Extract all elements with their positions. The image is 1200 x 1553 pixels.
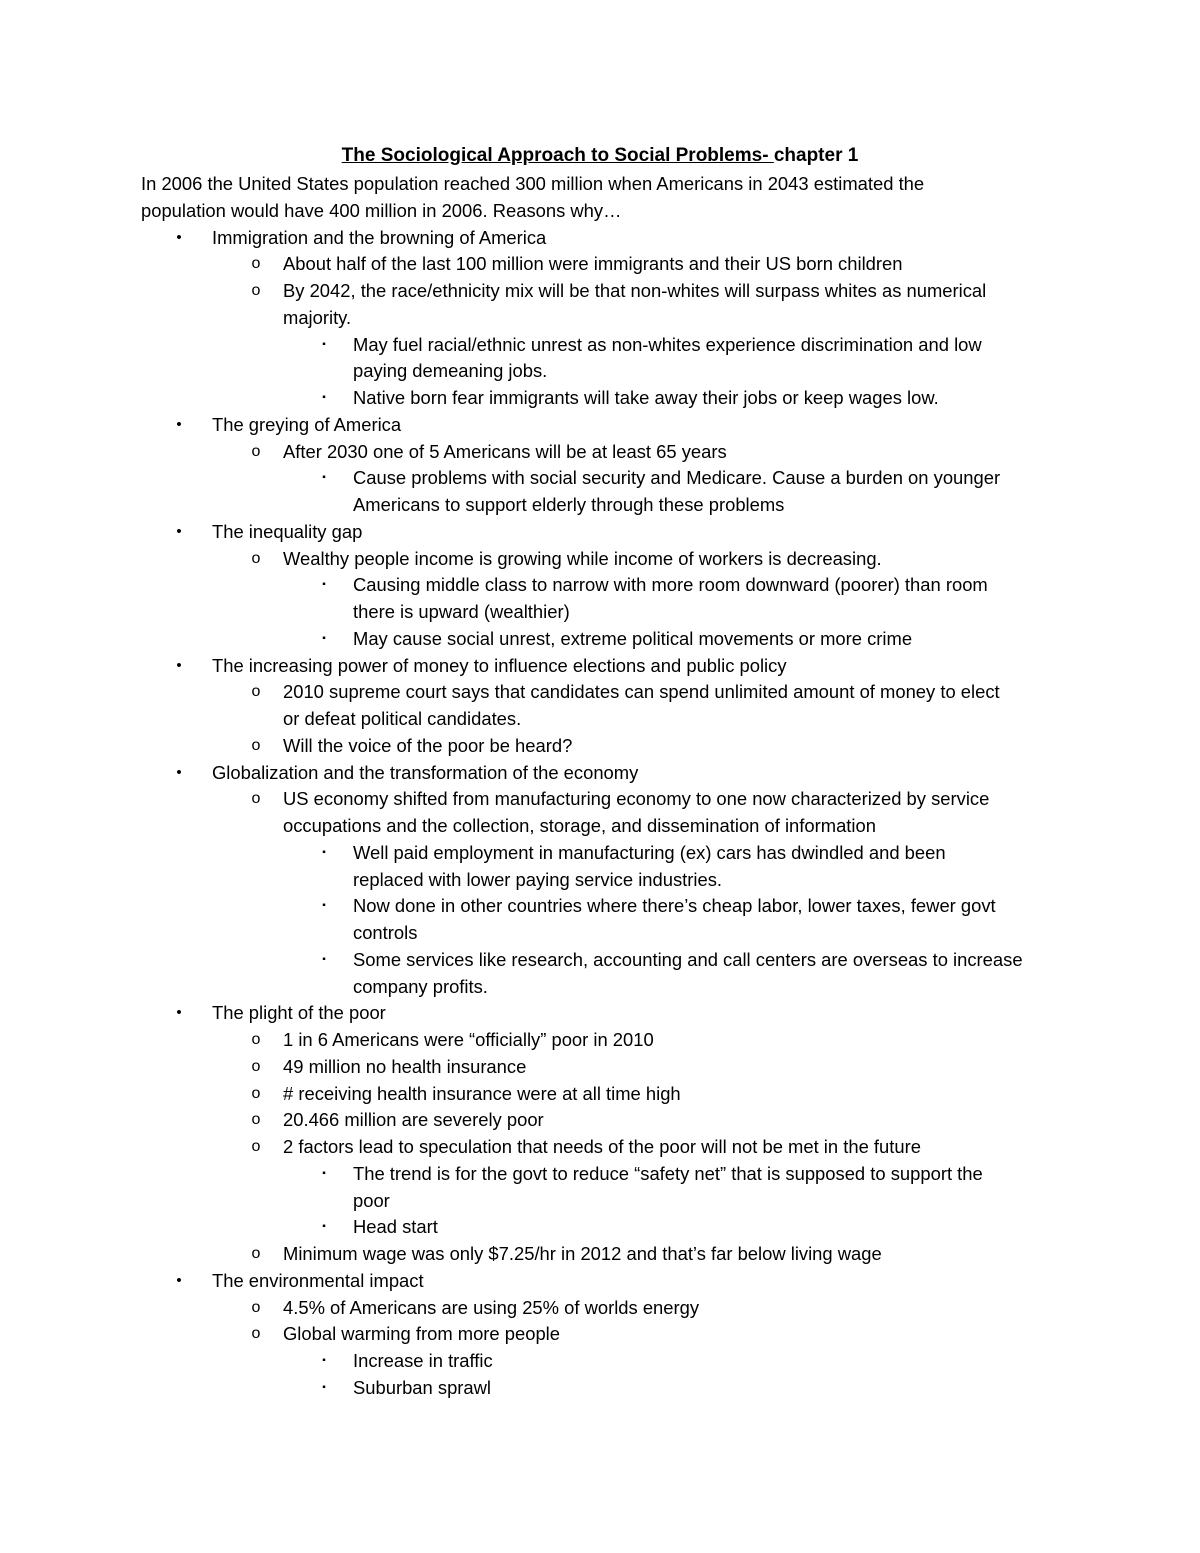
list-item-level-3: Cause problems with social security and Medicare. Cause a burden on younger — [353, 467, 1001, 489]
square-bullet-icon: ▪ — [322, 1381, 326, 1393]
list-item-level-2: Minimum wage was only $7.25/hr in 2012 and that’s far below living wage — [283, 1243, 882, 1264]
list-item-level-3: May fuel racial/ethnic unrest as non-whites experience discrimination and low — [353, 333, 982, 355]
list-item-level-2: About half of the last 100 million were immigrants and their US born children — [283, 253, 903, 275]
list-item-level-3: poor — [353, 1189, 390, 1211]
bullet-icon: • — [176, 415, 182, 433]
list-item-level-2: or defeat political candidates. — [283, 708, 522, 729]
list-item-level-2: Global warming from more people — [283, 1323, 560, 1345]
square-bullet-icon: ▪ — [322, 1355, 326, 1366]
title-underlined: The Sociological Approach to Social Problems- — [341, 145, 774, 166]
title-rest: chapter 1 — [773, 145, 859, 166]
list-item-level-2: 4.5% of Americans are using 25% of worlds energy — [283, 1296, 700, 1318]
list-item-level-3: Native born fear immigrants will take away their jobs or keep wages low. — [353, 387, 939, 408]
circle-bullet-icon: o — [251, 442, 261, 460]
list-item-level-2: Will the voice of the poor be heard? — [283, 734, 573, 756]
square-bullet-icon: ▪ — [322, 846, 326, 858]
list-item-level-2: 20.466 million are severely poor — [283, 1109, 544, 1131]
list-item-level-3: Some services like research, accounting and call centers are overseas to increase — [353, 948, 1023, 970]
list-item-level-2: majority. — [283, 306, 352, 328]
square-bullet-icon: ▪ — [322, 472, 326, 484]
list-item-level-2: By 2042, the race/ethnicity mix will be that non-whites will surpass whites as numerical — [283, 280, 987, 301]
list-item-level-1: The increasing power of money to influence elections and public policy — [212, 654, 787, 676]
list-item-level-3: Well paid employment in manufacturing (ex) cars has dwindled and been — [353, 841, 946, 863]
square-bullet-icon: ▪ — [322, 392, 326, 403]
square-bullet-icon: ▪ — [322, 338, 326, 350]
circle-bullet-icon: o — [251, 1298, 261, 1316]
intro-line: population would have 400 million in 2006. Reasons why… — [141, 199, 622, 221]
square-bullet-icon: ▪ — [322, 1221, 326, 1233]
list-item-level-2: # receiving health insurance were at all time high — [283, 1082, 681, 1104]
list-item-level-3: Americans to support elderly through these problems — [353, 494, 785, 515]
bullet-icon: • — [176, 763, 182, 781]
list-item-level-3: The trend is for the govt to reduce “safety net” that is supposed to support the — [353, 1162, 983, 1184]
list-item-level-3: company profits. — [353, 975, 488, 997]
square-bullet-icon: ▪ — [322, 953, 326, 965]
circle-bullet-icon: o — [251, 282, 261, 299]
list-item-level-3: May cause social unrest, extreme political movements or more crime — [353, 627, 913, 649]
bullet-icon: • — [176, 1004, 182, 1022]
intro-line: In 2006 the United States population reached 300 million when Americans in 2043 estimated the — [141, 173, 925, 194]
bullet-icon: • — [176, 522, 182, 540]
square-bullet-icon: ▪ — [322, 632, 326, 644]
circle-bullet-icon: o — [251, 1138, 261, 1155]
circle-bullet-icon: o — [251, 683, 261, 701]
list-item-level-1: Immigration and the browning of America — [212, 226, 547, 248]
list-item-level-3: Suburban sprawl — [353, 1376, 492, 1398]
bullet-icon: • — [176, 1271, 182, 1289]
list-item-level-3: Head start — [353, 1216, 438, 1238]
circle-bullet-icon: o — [251, 1245, 261, 1262]
circle-bullet-icon: o — [251, 549, 261, 567]
list-item-level-3: replaced with lower paying service industries. — [353, 868, 723, 890]
circle-bullet-icon: o — [251, 736, 261, 754]
list-item-level-3: Increase in traffic — [353, 1350, 493, 1371]
square-bullet-icon: ▪ — [322, 900, 326, 912]
list-item-level-2: After 2030 one of 5 Americans will be at least 65 years — [283, 440, 727, 462]
list-item-level-2: 1 in 6 Americans were “officially” poor in 2010 — [283, 1029, 654, 1050]
circle-bullet-icon: o — [251, 790, 261, 808]
circle-bullet-icon: o — [251, 1031, 261, 1048]
list-item-level-3: Now done in other countries where there’s cheap labor, lower taxes, fewer govt — [353, 895, 996, 917]
page-title — [0, 143, 1200, 169]
list-item-level-2: Wealthy people income is growing while income of workers is decreasing. — [283, 547, 882, 569]
list-item-level-2: occupations and the collection, storage, and dissemination of information — [283, 815, 876, 836]
bullet-icon: • — [176, 656, 182, 674]
circle-bullet-icon: o — [251, 1325, 261, 1343]
circle-bullet-icon: o — [251, 255, 261, 273]
list-item-level-3: controls — [353, 922, 418, 943]
circle-bullet-icon: o — [251, 1084, 261, 1102]
list-item-level-2: US economy shifted from manufacturing economy to one now characterized by service — [283, 788, 990, 810]
circle-bullet-icon: o — [251, 1057, 261, 1075]
list-item-level-1: The inequality gap — [212, 520, 363, 542]
list-item-level-1: The greying of America — [212, 413, 402, 435]
square-bullet-icon: ▪ — [322, 1167, 326, 1179]
list-item-level-3: paying demeaning jobs. — [353, 360, 548, 382]
circle-bullet-icon: o — [251, 1111, 261, 1129]
square-bullet-icon: ▪ — [322, 579, 326, 591]
list-item-level-2: 2010 supreme court says that candidates can spend unlimited amount of money to elect — [283, 681, 1000, 703]
list-item-level-1: The environmental impact — [212, 1269, 424, 1291]
list-item-level-1: The plight of the poor — [212, 1002, 386, 1024]
list-item-level-3: there is upward (wealthier) — [353, 601, 570, 622]
list-item-level-3: Causing middle class to narrow with more room downward (poorer) than room — [353, 574, 988, 596]
list-item-level-1: Globalization and the transformation of the economy — [212, 761, 639, 783]
list-item-level-2: 49 million no health insurance — [283, 1055, 527, 1077]
list-item-level-2: 2 factors lead to speculation that needs of the poor will not be met in the future — [283, 1136, 921, 1157]
bullet-icon: • — [176, 228, 182, 246]
